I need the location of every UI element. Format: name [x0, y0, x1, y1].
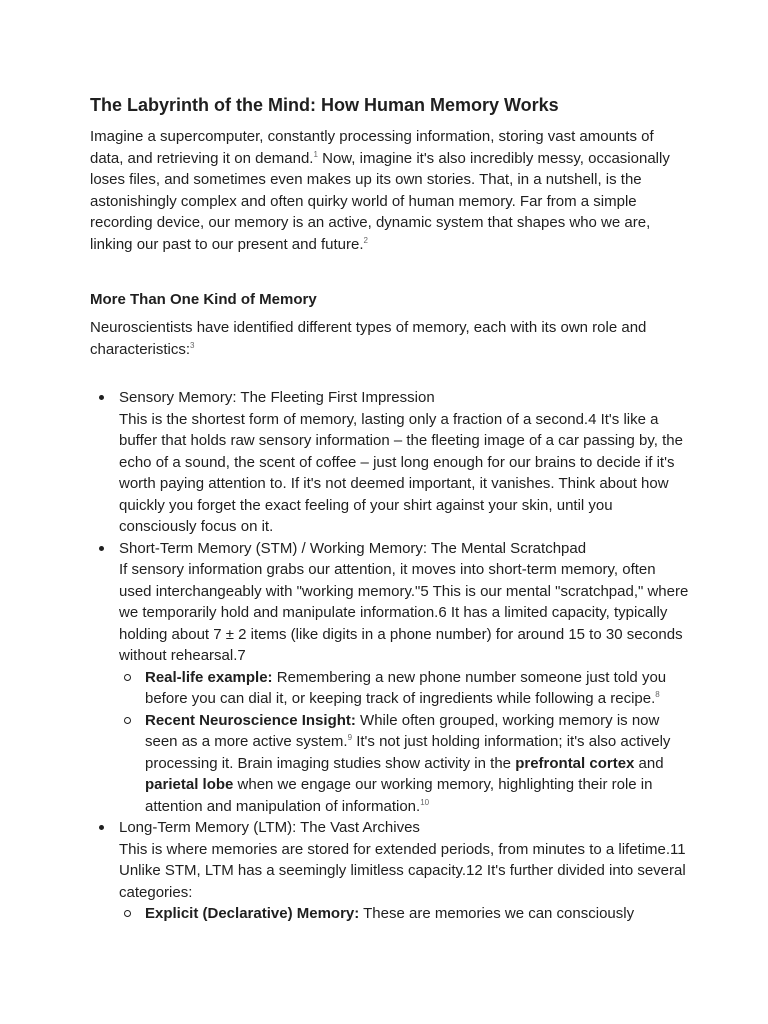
sub-item-real-life-example [119, 667, 690, 710]
intro-text-2: Now, imagine it's also incredibly messy, occasionally loses files, and sometimes even makes up its own stories. That, in a nutshell, is the astonishingly complex and often quirky world of human memory. Far from a simple recording device, our memory is an active, dynamic system that shapes who we are, linking our past to our present and future. [90, 149, 670, 253]
sub-item-text: and [634, 754, 664, 772]
memory-types-list [90, 387, 690, 925]
footnote-marker: 8 [655, 690, 660, 699]
footnote-marker: 10 [420, 797, 430, 807]
sub-item-text: While often grouped, working memory is now seen as a more active system. [145, 711, 660, 750]
footnote-marker: 2 [363, 235, 368, 245]
sub-item-neuroscience-insight [119, 710, 690, 818]
item-body: This is where memories are stored for extended periods, from minutes to a lifetime.11 Unlike STM, LTM has a seemingly limitless capacity.12 It's further divided into several categories: [119, 840, 686, 901]
bold-term-parietal-lobe: parietal lobe [145, 776, 234, 793]
item-title: Short-Term Memory (STM) / Working Memory: The Mental Scratchpad [119, 539, 587, 557]
intro-text-1: Imagine a supercomputer, constantly processing information, storing vast amounts of data, and retrieving it on demand. [90, 128, 654, 167]
item-title: Sensory Memory: The Fleeting First Impression [119, 389, 435, 406]
list-item-short-term-memory [90, 538, 690, 818]
list-item-sensory-memory [90, 387, 690, 538]
document-title: The Labyrinth of the Mind: How Human Memory Works [90, 95, 559, 115]
footnote-marker: 9 [347, 733, 353, 742]
sub-item-label: Recent Neuroscience Insight: [145, 711, 356, 729]
sub-item-text: It's not just holding information; it's also actively processing it. Brain imaging studies show activity in the [145, 733, 671, 772]
list-item-long-term-memory [90, 817, 690, 925]
section-intro-paragraph [90, 317, 690, 360]
sub-item-label: Explicit (Declarative) Memory: [145, 905, 360, 922]
section-heading: More Than One Kind of Memory [90, 291, 317, 308]
footnote-marker: 1 [313, 149, 318, 159]
intro-paragraph [90, 126, 690, 255]
sub-item-explicit-memory [119, 903, 690, 925]
sub-item-text: when we engage our working memory, highlighting their role in attention and manipulation of information. [145, 776, 653, 815]
sub-item-label: Real-life example: [145, 668, 273, 686]
sub-list [119, 667, 690, 818]
sub-item-text: These are memories we can consciously [359, 905, 635, 922]
sub-item-text: Remembering a new phone number someone just told you before you can dial it, or keeping track of ingredients while following a recipe. [145, 668, 667, 707]
footnote-marker: 3 [190, 340, 195, 350]
item-title: Long-Term Memory (LTM): The Vast Archives [119, 819, 420, 836]
bold-term-prefrontal-cortex: prefrontal cortex [515, 754, 635, 772]
item-body: This is the shortest form of memory, lasting only a fraction of a second.4 It's like a buffer that holds raw sensory information – the fleeting image of a car passing by, the echo of a sound, the scent of coffee – just long enough for our brains to decide if it's worth paying attention to. If it's not deemed important, it vanishes. Think about how quickly you forget the exact feeling of your shirt against your skin, until you consciously focus on it. [119, 410, 683, 535]
sub-list [119, 903, 690, 925]
section-intro-text: Neuroscientists have identified different types of memory, each with its own role and characteristics: [90, 319, 647, 358]
item-body: If sensory information grabs our attention, it moves into short-term memory, often used interchangeably with "working memory."5 This is our mental "scratchpad," where we temporarily hold and manipulate information.6 It has a limited capacity, typically holding about 7 ± 2 items (like digits in a phone number) for around 15 to 30 seconds without rehearsal.7 [119, 561, 689, 664]
